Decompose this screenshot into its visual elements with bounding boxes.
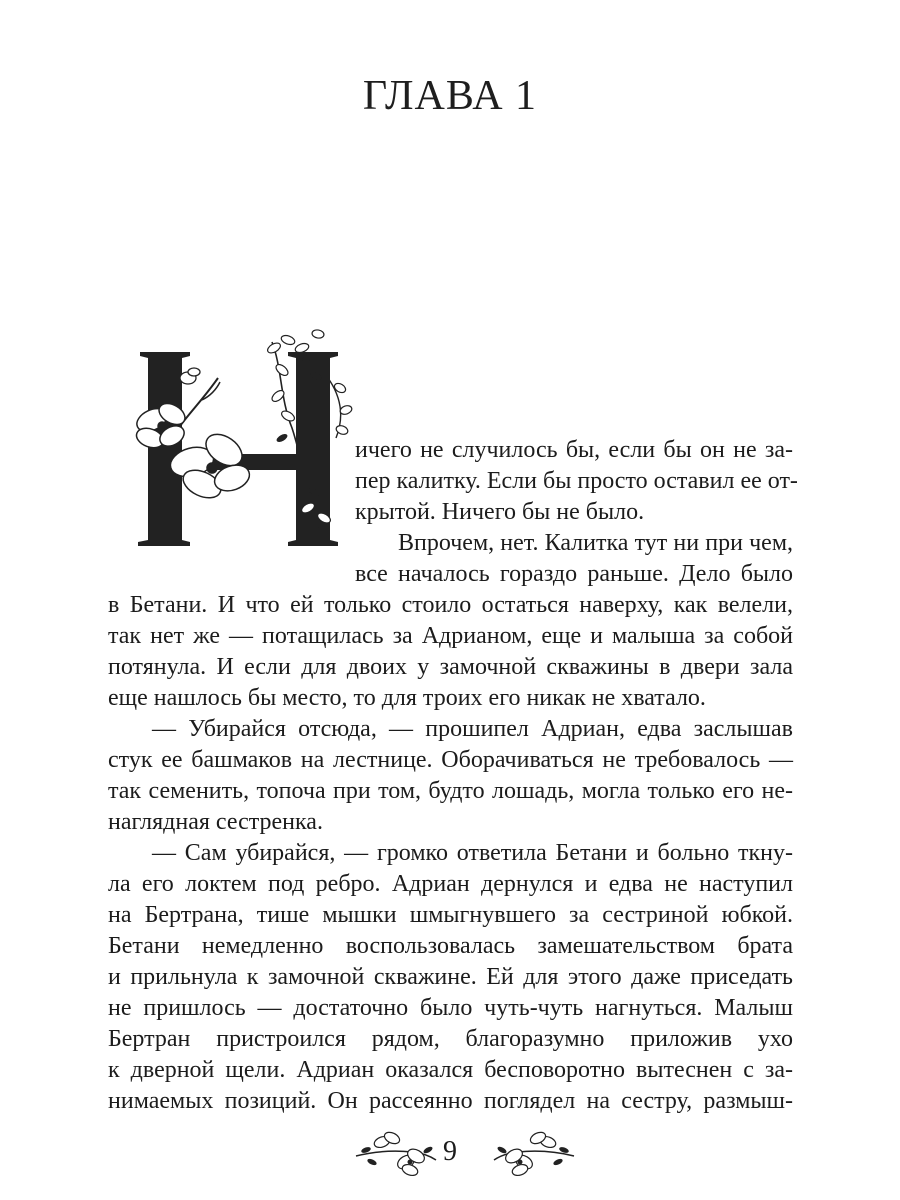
text-line: Впрочем, нет. Калитка тут ни при чем,	[398, 530, 793, 556]
flower-branch-left-icon	[352, 1126, 438, 1180]
text-line: потянула. И если для двоих у замочной скважины в двери зала	[108, 654, 793, 680]
drop-cap-letter-icon	[132, 318, 362, 578]
text-line: к дверной щели. Адриан оказался бесповоротно вытеснен с за-	[108, 1057, 793, 1083]
text-line: все началось гораздо раньше. Дело было	[355, 561, 793, 587]
text-line: и прильнула к замочной скважине. Ей для этого даже приседать	[108, 964, 793, 990]
text-line: так нет же — потащилась за Адрианом, еще и малыша за собой	[108, 623, 793, 649]
flower-branch-right-icon	[492, 1126, 578, 1180]
text-line: стук ее башмаков на лестнице. Оборачиваться не требовалось —	[108, 747, 793, 773]
text-line: на Бертрана, тише мышки шмыгнувшего за сестриной юбкой.	[108, 902, 793, 928]
text-line: наглядная сестренка.	[108, 809, 323, 835]
text-line: ичего не случилось бы, если бы он не за-	[355, 437, 793, 463]
text-line: так семенить, топоча при том, будто лошадь, могла только его не-	[108, 778, 793, 804]
text-line: нимаемых позиций. Он рассеянно поглядел на сестру, размыш-	[108, 1088, 793, 1114]
text-line: крытой. Ничего бы не было.	[355, 499, 645, 525]
text-line: Бертран пристроился рядом, благоразумно приложив ухо	[108, 1026, 793, 1052]
text-line: Бетани немедленно воспользовалась замешательством брата	[108, 933, 793, 959]
page-number: 9	[443, 1136, 457, 1167]
text-line: не пришлось — достаточно было чуть-чуть нагнуться. Малыш	[108, 995, 793, 1021]
text-line: — Убирайся отсюда, — прошипел Адриан, едва заслышав	[152, 716, 793, 742]
chapter-title: ГЛАВА 1	[362, 73, 538, 119]
text-line: еще нашлось бы место, то для троих его никак не хватало.	[108, 685, 706, 711]
text-line: в Бетани. И что ей только стоило остаться наверху, как велели,	[108, 592, 793, 618]
text-line: ла его локтем под ребро. Адриан дернулся и едва не наступил	[108, 871, 793, 897]
drop-cap	[132, 318, 362, 578]
text-line: — Сам убирайся, — громко ответила Бетани и больно ткну-	[152, 840, 793, 866]
page-footer	[0, 1122, 900, 1192]
text-line: пер калитку. Если бы просто оставил ее от-	[355, 468, 798, 494]
